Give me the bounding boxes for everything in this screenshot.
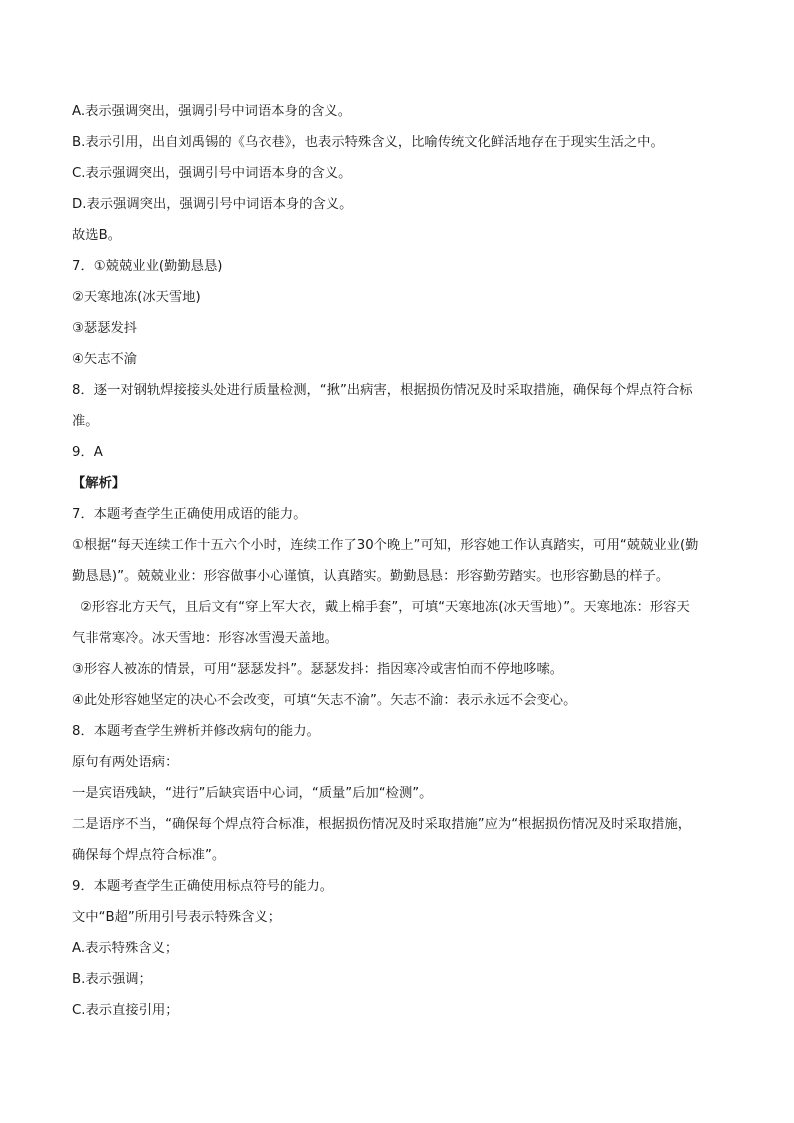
analysis-8-error-2-line-2: 确保每个焊点符合标准”。 [72,848,226,863]
option-a-explanation: A.表示强调突出，强调引号中词语本身的含义。 [72,104,352,119]
answer-8-line-2: 准。 [72,414,99,429]
analysis-7-intro: 7．本题考查学生正确使用成语的能力。 [72,507,307,522]
answer-7-item-3: ③瑟瑟发抖 [72,321,138,336]
answer-7-item-2: ②天寒地冻(冰天雪地) [72,290,201,305]
option-b-explanation: B.表示引用，出自刘禹锡的《乌衣巷》，也表示特殊含义，比喻传统文化鲜活地存在于现实生活之中。 [72,135,664,150]
analysis-9-option-c: C.表示直接引用； [72,1003,179,1018]
option-c-explanation: C.表示强调突出，强调引号中词语本身的含义。 [72,166,352,181]
analysis-8-summary: 原句有两处语病： [72,755,179,770]
answer-8-line-1: 8．逐一对钢轨焊接接头处进行质量检测，“揪”出病害，根据损伤情况及时采取措施，确保每个焊点符合标 [72,383,693,398]
choose-conclusion: 故选B。 [72,228,122,243]
analysis-8-intro: 8．本题考查学生辨析并修改病句的能力。 [72,724,320,739]
analysis-7-point-3: ③形容人被冻的情景，可用“瑟瑟发抖”。瑟瑟发抖：指因寒冷或害怕而不停地哆嗦。 [72,662,564,677]
answer-7-item-1: 7．①兢兢业业(勤勤恳恳) [72,259,223,274]
analysis-7-point-2-line-2: 气非常寒冷。冰天雪地：形容冰雪漫天盖地。 [72,631,338,646]
analysis-7-point-1-line-2: 勤恳恳)”。兢兢业业：形容做事小心谨慎，认真踏实。勤勤恳恳：形容勤劳踏实。也形容勤恳的样子。 [72,569,670,584]
analysis-9-option-a: A.表示特殊含义； [72,941,179,956]
analysis-9-intro: 9．本题考查学生正确使用标点符号的能力。 [72,879,334,894]
analysis-heading: 【解析】 [72,476,126,491]
analysis-8-error-2-line-1: 二是语序不当，“确保每个焊点符合标准，根据损伤情况及时采取措施”应为“根据损伤情况及时采取措施， [72,817,692,832]
analysis-7-point-1-line-1: ①根据“每天连续工作十五六个小时，连续工作了30个晚上”可知，形容她工作认真踏实，可用“兢兢业业(勤 [72,538,699,553]
answer-7-item-4: ④矢志不渝 [72,352,138,367]
analysis-9-context: 文中“B超”所用引号表示特殊含义； [72,910,282,925]
analysis-7-point-2-line-1: ②形容北方天气，且后文有“穿上军大衣，戴上棉手套”，可填“天寒地冻(冰天雪地）”。天寒地冻：形容天 [80,600,690,615]
option-d-explanation: D.表示强调突出，强调引号中词语本身的含义。 [72,197,353,212]
analysis-7-point-4: ④此处形容她坚定的决心不会改变，可填“矢志不渝”。矢志不渝：表示永远不会变心。 [72,693,577,708]
analysis-9-option-b: B.表示强调； [72,972,152,987]
analysis-8-error-1: 一是宾语残缺，“进行”后缺宾语中心词，“质量”后加“检测”。 [72,786,433,801]
answer-explanation-text [72,96,732,1026]
answer-9: 9．A [72,445,103,460]
